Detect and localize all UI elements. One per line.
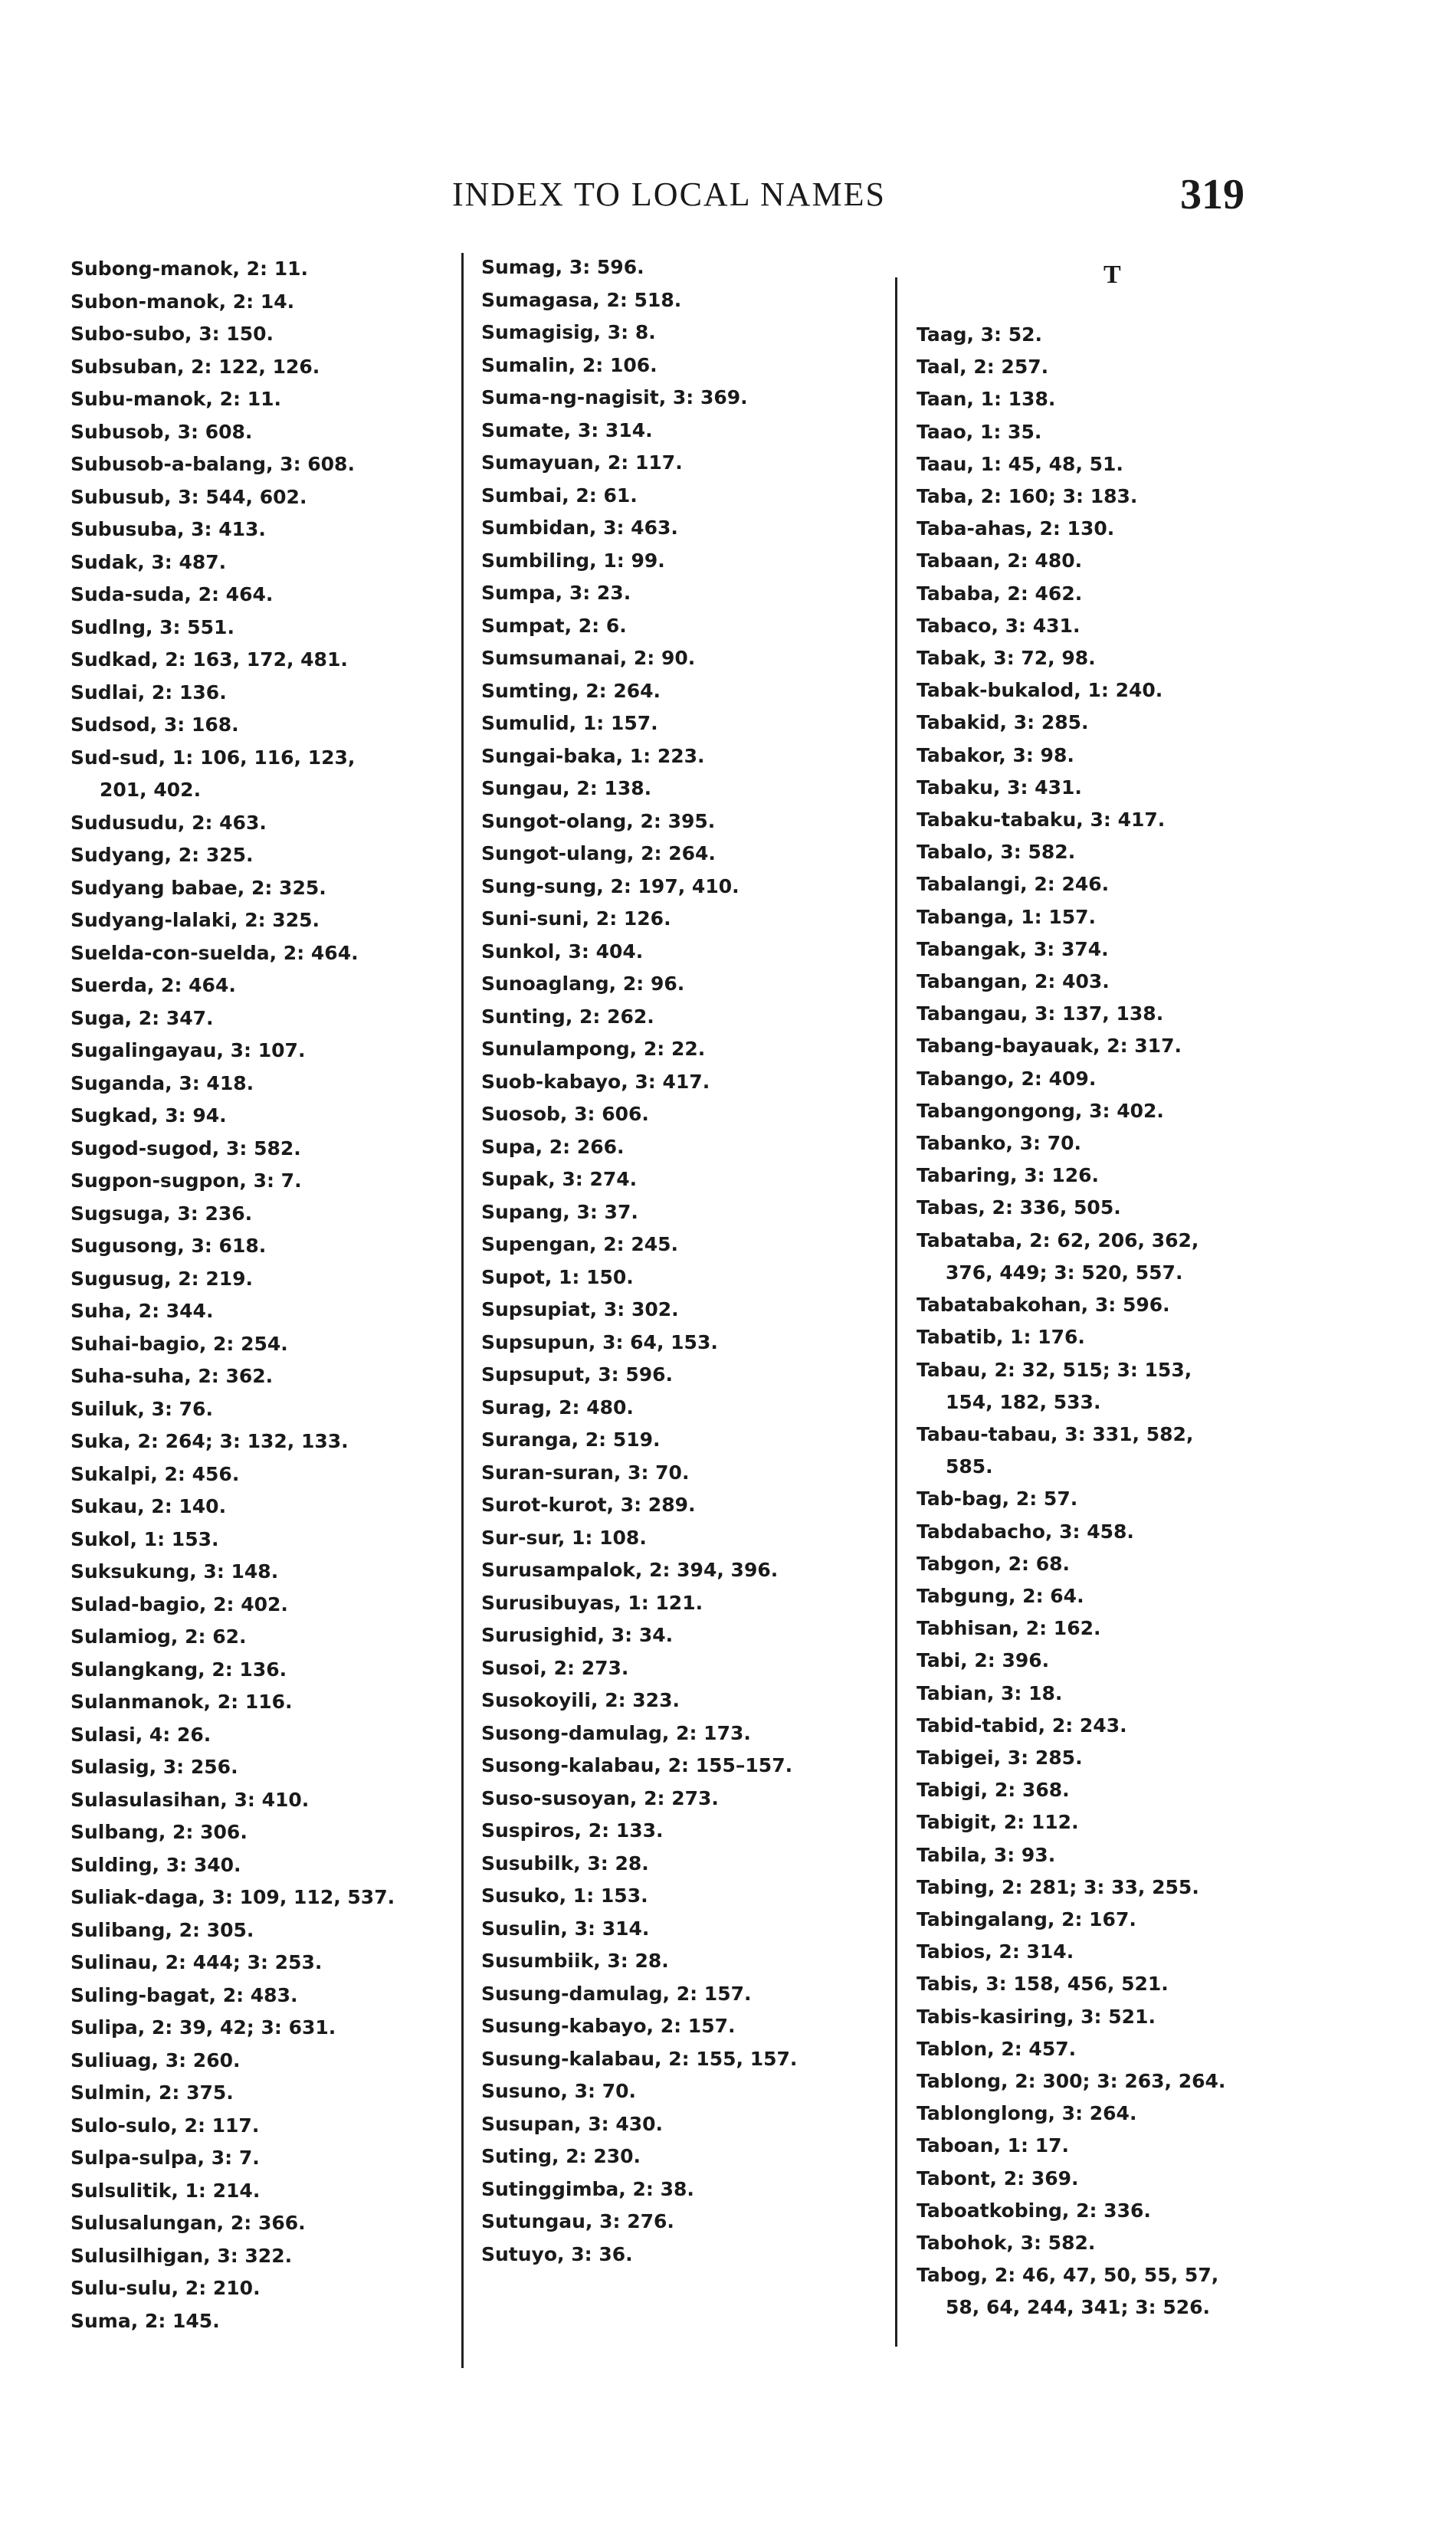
index-entry: Sulangkang, 2: 136.: [71, 1658, 287, 1681]
index-entry: Suso-susoyan, 2: 273.: [481, 1786, 719, 1809]
index-entry: Sudlng, 3: 551.: [71, 615, 234, 638]
index-entry: Suting, 2: 230.: [481, 2145, 641, 2167]
index-entry: Susung-kalabau, 2: 155, 157.: [481, 2047, 798, 2070]
index-entry: Sunkol, 3: 404.: [481, 940, 644, 963]
index-entry: Sumayuan, 2: 117.: [481, 451, 683, 474]
index-entry: Tabigi, 2: 368.: [917, 1779, 1070, 1802]
index-entry: Sumagasa, 2: 518.: [481, 288, 682, 311]
index-entry: Taan, 1: 138.: [917, 388, 1056, 411]
index-entry: Tabalo, 3: 582.: [917, 841, 1076, 864]
index-entry: Suosob, 3: 606.: [481, 1103, 649, 1125]
index-entry: Tablong, 2: 300; 3: 263, 264.: [917, 2069, 1226, 2092]
index-entry: Tabanga, 1: 157.: [917, 905, 1097, 928]
index-entry: Sugusug, 2: 219.: [71, 1267, 254, 1290]
index-entry: Susokoyili, 2: 323.: [481, 1689, 680, 1711]
index-entry: Tabau, 2: 32, 515; 3: 153,: [917, 1358, 1192, 1381]
section-letter-t: T: [1103, 261, 1121, 289]
index-entry: Subu-manok, 2: 11.: [71, 388, 281, 410]
index-entry: Sulasig, 3: 256.: [71, 1756, 238, 1778]
index-entry: Tabakor, 3: 98.: [917, 743, 1074, 766]
index-entry: Taboan, 1: 17.: [917, 2134, 1070, 2157]
index-entry: Susoi, 2: 273.: [481, 1656, 629, 1679]
index-entry: Supengan, 2: 245.: [481, 1233, 678, 1255]
index-entry: Subo-subo, 3: 150.: [71, 323, 274, 345]
index-entry: Susumbiik, 3: 28.: [481, 1950, 669, 1972]
index-entry: Suob-kabayo, 3: 417.: [481, 1070, 710, 1093]
index-entry: Sulad-bagio, 2: 402.: [71, 1593, 288, 1615]
index-entry: Suma-ng-nagisit, 3: 369.: [481, 386, 748, 408]
index-entry: Sulpa-sulpa, 3: 7.: [71, 2147, 260, 2169]
index-entry: Tabingalang, 2: 167.: [917, 1907, 1136, 1930]
index-entry: Sudlai, 2: 136.: [71, 681, 227, 704]
index-entry: Sugpon-sugpon, 3: 7.: [71, 1169, 302, 1192]
index-entry: Sutungau, 3: 276.: [481, 2210, 674, 2232]
index-entry: Susubilk, 3: 28.: [481, 1852, 649, 1875]
index-entry: Sulasi, 4: 26.: [71, 1723, 212, 1746]
index-entry: Sulu-sulu, 2: 210.: [71, 2277, 261, 2299]
index-entry: Surusighid, 3: 34.: [481, 1624, 674, 1646]
index-entry: Sudyang-lalaki, 2: 325.: [71, 909, 320, 931]
index-entry: Suha, 2: 344.: [71, 1300, 214, 1322]
index-entry: Sung-sung, 2: 197, 410.: [481, 874, 739, 897]
index-entry: Sumbai, 2: 61.: [481, 484, 638, 507]
index-entry-continuation: 376, 449; 3: 520, 557.: [946, 1261, 1183, 1284]
index-entry: Sulo-sulo, 2: 117.: [71, 2114, 260, 2137]
index-entry: Tabangan, 2: 403.: [917, 970, 1110, 993]
index-entry: Tabangau, 3: 137, 138.: [917, 1002, 1164, 1025]
index-entry: Sulinau, 2: 444; 3: 253.: [71, 1951, 323, 1973]
index-entry: Sungai-baka, 1: 223.: [481, 744, 705, 767]
index-entry: Sunoaglang, 2: 96.: [481, 973, 685, 995]
index-entry: Surot-kurot, 3: 289.: [481, 1494, 696, 1516]
index-entry: Tablonglong, 3: 264.: [917, 2102, 1137, 2125]
index-entry: Suran-suran, 3: 70.: [481, 1461, 690, 1484]
index-entry: Sudsod, 3: 168.: [71, 713, 239, 736]
index-entry: Sugsuga, 3: 236.: [71, 1202, 253, 1225]
index-entry: Tabid-tabid, 2: 243.: [917, 1714, 1127, 1737]
index-entry: Suliak-daga, 3: 109, 112, 537.: [71, 1886, 395, 1908]
index-entry: Sukau, 2: 140.: [71, 1495, 227, 1517]
index-entry: Taba-ahas, 2: 130.: [917, 517, 1115, 540]
index-entry: Sukol, 1: 153.: [71, 1527, 219, 1550]
index-entry: Sunulampong, 2: 22.: [481, 1038, 706, 1060]
index-entry: Tabatabakohan, 3: 596.: [917, 1294, 1170, 1317]
index-entry: Sumbidan, 3: 463.: [481, 517, 678, 539]
index-entry: Suma, 2: 145.: [71, 2309, 220, 2332]
index-entry: Tabian, 3: 18.: [917, 1681, 1063, 1704]
index-entry: Tablon, 2: 457.: [917, 2037, 1077, 2060]
index-entry: Suha-suha, 2: 362.: [71, 1365, 274, 1387]
index-entry: Tabigei, 3: 285.: [917, 1746, 1083, 1769]
index-entry: Sumting, 2: 264.: [481, 679, 661, 702]
index-entry: Sulibang, 2: 305.: [71, 1918, 254, 1941]
index-entry-continuation: 201, 402.: [100, 779, 202, 801]
index-entry: Susung-damulag, 2: 157.: [481, 1982, 752, 2005]
page-number: 319: [1180, 171, 1244, 218]
index-entry: Tabaco, 3: 431.: [917, 614, 1081, 637]
index-entry: Tabohok, 3: 582.: [917, 2231, 1096, 2254]
index-entry: Tabangongong, 3: 402.: [917, 1099, 1164, 1122]
index-entry: Tabont, 2: 369.: [917, 2167, 1079, 2190]
index-entry: Sumate, 3: 314.: [481, 418, 653, 441]
index-entry: Sumpa, 3: 23.: [481, 582, 631, 604]
index-entry: Supsuput, 3: 596.: [481, 1363, 673, 1386]
index-entry: Sudusudu, 2: 463.: [71, 811, 267, 834]
index-entry: Sumagisig, 3: 8.: [481, 321, 656, 343]
index-entry: Suelda-con-suelda, 2: 464.: [71, 941, 359, 964]
index-entry: Sumulid, 1: 157.: [481, 712, 658, 734]
index-entry: Subusob-a-balang, 3: 608.: [71, 453, 355, 475]
index-entry: Tabang-bayauak, 2: 317.: [917, 1035, 1182, 1058]
index-entry: Suni-suni, 2: 126.: [481, 907, 671, 930]
index-entry: Sulmin, 2: 375.: [71, 2081, 234, 2104]
index-entry: Tababa, 2: 462.: [917, 582, 1083, 605]
index-entry: Tabila, 3: 93.: [917, 1843, 1056, 1866]
index-entry-continuation: 154, 182, 533.: [946, 1390, 1101, 1413]
index-entry: Tabog, 2: 46, 47, 50, 55, 57,: [917, 2264, 1219, 2287]
index-entry: Sulusilhigan, 3: 322.: [71, 2244, 293, 2267]
index-entry: Sukalpi, 2: 456.: [71, 1462, 240, 1485]
index-entry: Taao, 1: 35.: [917, 420, 1042, 443]
index-entry: Sudkad, 2: 163, 172, 481.: [71, 648, 348, 671]
index-entry: Sudyang babae, 2: 325.: [71, 876, 326, 899]
index-entry: Surusampalok, 2: 394, 396.: [481, 1559, 779, 1581]
index-entry: Sudak, 3: 487.: [71, 550, 227, 573]
index-entry: Tab-bag, 2: 57.: [917, 1488, 1078, 1511]
index-entry: Tabi, 2: 396.: [917, 1649, 1050, 1672]
index-entry: Sumalin, 2: 106.: [481, 353, 657, 376]
index-entry: Suerda, 2: 464.: [71, 974, 236, 996]
index-entry: Sungau, 2: 138.: [481, 777, 652, 799]
index-entry: Sugusong, 3: 618.: [71, 1235, 267, 1257]
index-entry: Suda-suda, 2: 464.: [71, 583, 274, 605]
index-entry: Sugkad, 3: 94.: [71, 1104, 227, 1127]
index-entry: Susong-kalabau, 2: 155–157.: [481, 1754, 793, 1776]
index-entry: Tabaku-tabaku, 3: 417.: [917, 809, 1166, 832]
index-entry: Sugalingayau, 3: 107.: [71, 1039, 306, 1061]
index-column-2: [481, 251, 797, 2271]
index-entry: Susuno, 3: 70.: [481, 2080, 637, 2102]
index-entry: Suliuag, 3: 260.: [71, 2048, 241, 2071]
index-entry-continuation: 58, 64, 244, 341; 3: 526.: [946, 2296, 1211, 2319]
index-entry: Supang, 3: 37.: [481, 1200, 638, 1223]
index-entry: Sungot-ulang, 2: 264.: [481, 842, 716, 864]
index-entry: Tabangak, 3: 374.: [917, 937, 1109, 960]
index-entry: Suspiros, 2: 133.: [481, 1819, 664, 1842]
index-entry: Tabhisan, 2: 162.: [917, 1617, 1101, 1640]
index-entry: Suksukung, 3: 148.: [71, 1560, 279, 1583]
index-entry: Sur-sur, 1: 108.: [481, 1526, 647, 1549]
index-entry: Tabatib, 1: 176.: [917, 1326, 1085, 1349]
index-entry: Tabis-kasiring, 3: 521.: [917, 2005, 1156, 2028]
index-entry: Sunting, 2: 262.: [481, 1005, 654, 1028]
index-entry: Tabak-bukalod, 1: 240.: [917, 679, 1163, 702]
index-entry: Suiluk, 3: 76.: [71, 1397, 213, 1420]
index-entry: Tabaring, 3: 126.: [917, 1164, 1100, 1187]
index-entry: Surag, 2: 480.: [481, 1396, 634, 1419]
index-entry: Tabango, 2: 409.: [917, 1067, 1097, 1090]
index-entry: Susung-kabayo, 2: 157.: [481, 2015, 736, 2037]
index-entry: Tabaku, 3: 431.: [917, 776, 1082, 799]
index-entry: Sumpat, 2: 6.: [481, 614, 627, 637]
index-entry: Tabigit, 2: 112.: [917, 1811, 1079, 1834]
index-entry: Taag, 3: 52.: [917, 323, 1043, 346]
index-entry: Subusuba, 3: 413.: [71, 518, 266, 540]
index-entry: Sulding, 3: 340.: [71, 1853, 241, 1876]
index-entry: Supa, 2: 266.: [481, 1135, 625, 1158]
index-entry: Sumag, 3: 596.: [481, 256, 644, 278]
index-entry: Sumsumanai, 2: 90.: [481, 647, 696, 669]
index-entry: Tabataba, 2: 62, 206, 362,: [917, 1228, 1199, 1251]
index-entry: Supsupiat, 3: 302.: [481, 1298, 679, 1320]
index-entry: Sugod-sugod, 3: 582.: [71, 1137, 301, 1160]
index-entry: Subusob, 3: 608.: [71, 420, 253, 443]
index-entry: Tabau-tabau, 3: 331, 582,: [917, 1422, 1194, 1445]
index-entry: Tabalangi, 2: 246.: [917, 873, 1110, 896]
index-entry: Suga, 2: 347.: [71, 1006, 214, 1029]
index-entry: Sutinggimba, 2: 38.: [481, 2177, 694, 2200]
index-entry: Subsuban, 2: 122, 126.: [71, 355, 320, 378]
index-entry: Tabdabacho, 3: 458.: [917, 1520, 1134, 1543]
index-entry: Susupan, 3: 430.: [481, 2112, 664, 2135]
index-entry: Sulamiog, 2: 62.: [71, 1625, 247, 1648]
index-entry: Susong-damulag, 2: 173.: [481, 1721, 751, 1744]
index-entry: Susulin, 3: 314.: [481, 1917, 650, 1940]
index-entry: Tabaan, 2: 480.: [917, 549, 1083, 572]
index-entry: Taau, 1: 45, 48, 51.: [917, 452, 1123, 475]
index-entry: Supsupun, 3: 64, 153.: [481, 1330, 718, 1353]
index-entry: Sulasulasihan, 3: 410.: [71, 1788, 310, 1811]
index-entry: Sulipa, 2: 39, 42; 3: 631.: [71, 2016, 336, 2039]
index-entry: Subon-manok, 2: 14.: [71, 290, 295, 313]
index-entry: Taal, 2: 257.: [917, 356, 1049, 379]
index-entry: Supot, 1: 150.: [481, 1265, 634, 1288]
index-entry: Tabanko, 3: 70.: [917, 1132, 1081, 1155]
index-entry: Surusibuyas, 1: 121.: [481, 1591, 703, 1614]
index-entry: Sutuyo, 3: 36.: [481, 2242, 633, 2265]
index-entry: Suling-bagat, 2: 483.: [71, 1983, 298, 2006]
index-entry: Subong-manok, 2: 11.: [71, 257, 309, 280]
index-entry: Tabas, 2: 336, 505.: [917, 1196, 1121, 1219]
index-entry: Tabing, 2: 281; 3: 33, 255.: [917, 1875, 1199, 1898]
index-entry: Suka, 2: 264; 3: 132, 133.: [71, 1430, 349, 1452]
index-entry: Susuko, 1: 153.: [481, 1884, 648, 1907]
index-entry: Sulanmanok, 2: 116.: [71, 1691, 293, 1713]
index-entry: Tabios, 2: 314.: [917, 1940, 1074, 1963]
index-entry: Sulusalungan, 2: 366.: [71, 2212, 306, 2234]
index-entry: Suhai-bagio, 2: 254.: [71, 1332, 288, 1355]
index-column-1: [71, 253, 395, 2337]
column-rule-1: [461, 253, 464, 2368]
index-entry: Suranga, 2: 519.: [481, 1429, 661, 1451]
index-entry: Tabak, 3: 72, 98.: [917, 647, 1096, 670]
index-entry: Sungot-olang, 2: 395.: [481, 809, 716, 832]
index-entry: Tabis, 3: 158, 456, 521.: [917, 1973, 1169, 1996]
running-head: INDEX TO LOCAL NAMES: [452, 175, 886, 213]
index-entry: Subusub, 3: 544, 602.: [71, 485, 307, 508]
index-entry: Tabgung, 2: 64.: [917, 1584, 1084, 1607]
index-entry: Tabakid, 3: 285.: [917, 711, 1089, 734]
index-entry: Taba, 2: 160; 3: 183.: [917, 485, 1138, 508]
index-entry-continuation: 585.: [946, 1455, 993, 1478]
index-entry: Taboatkobing, 2: 336.: [917, 2199, 1151, 2222]
index-entry: Tabgon, 2: 68.: [917, 1552, 1071, 1575]
index-entry: Sudyang, 2: 325.: [71, 844, 254, 866]
column-rule-2: [895, 277, 897, 2347]
index-column-3: [917, 319, 1225, 2324]
index-entry: Sud-sud, 1: 106, 116, 123,: [71, 746, 356, 769]
index-entry: Sulbang, 2: 306.: [71, 1821, 248, 1843]
index-entry: Sumbiling, 1: 99.: [481, 549, 665, 572]
index-entry: Sulsulitik, 1: 214.: [71, 2179, 261, 2202]
index-entry: Supak, 3: 274.: [481, 1168, 638, 1190]
index-entry: Suganda, 3: 418.: [71, 1071, 254, 1094]
